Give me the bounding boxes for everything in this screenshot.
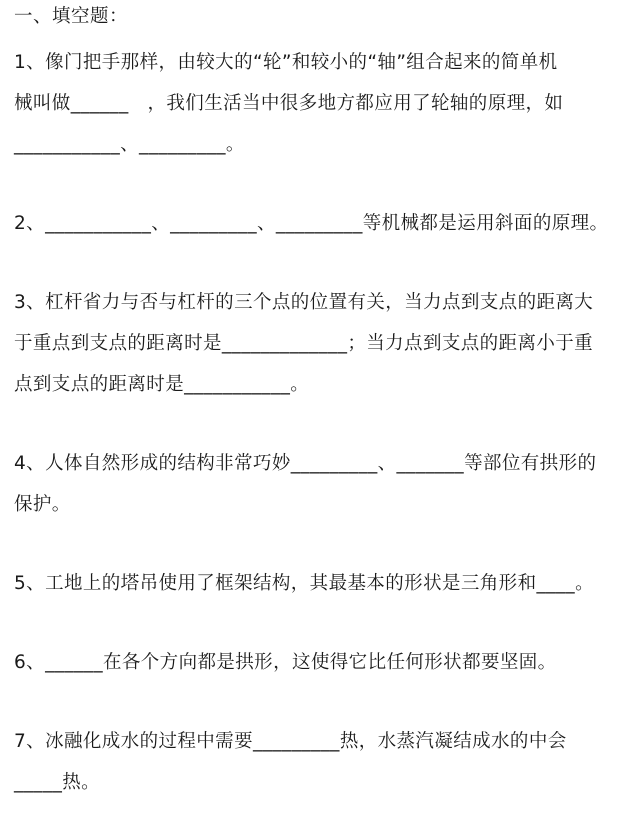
section-title: 一、填空题： [14,6,129,27]
spacer [14,244,614,282]
question-3-line-3: 点到支点的距离时是___________。 [14,374,310,395]
question-7-line-2: _____热。 [14,772,101,793]
question-3-line-1: 3、杠杆省力与否与杠杆的三个点的位置有关，当力点到支点的距离大 [14,292,594,313]
question-2 [14,203,614,244]
question-5-line-1: 5、工地上的塔吊使用了框架结构，其最基本的形状是三角形和____。 [14,573,594,594]
worksheet-page [14,4,614,803]
question-4-line-1: 4、人体自然形成的结构非常巧妙_________、_______等部位有拱形的 [14,453,597,474]
question-1-line-2: 械叫做______ ，我们生活当中很多地方都应用了轮轴的原理，如 [14,93,564,114]
question-4-line-2: 保护。 [14,494,71,515]
spacer [14,525,614,563]
question-1-line-3: ___________、_________。 [14,134,245,155]
spacer [14,604,614,642]
question-7 [14,721,614,803]
question-2-line-1: 2、___________、_________、_________等机械都是运用斜面的原理。 [14,213,609,234]
question-3-line-2: 于重点到支点的距离时是_____________；当力点到支点的距离小于重 [14,333,594,354]
spacer [14,405,614,443]
spacer [14,683,614,721]
question-6 [14,642,614,683]
question-3 [14,282,614,405]
question-1 [14,42,614,165]
spacer [14,165,614,203]
question-7-line-1: 7、冰融化成水的过程中需要_________热，水蒸汽凝结成水的中会 [14,731,567,752]
question-4 [14,443,614,525]
question-5 [14,563,614,604]
question-1-line-1: 1、像门把手那样，由较大的“轮”和较小的“轴”组合起来的简单机 [14,52,558,73]
question-6-line-1: 6、______在各个方向都是拱形，这使得它比任何形状都要坚固。 [14,652,557,673]
